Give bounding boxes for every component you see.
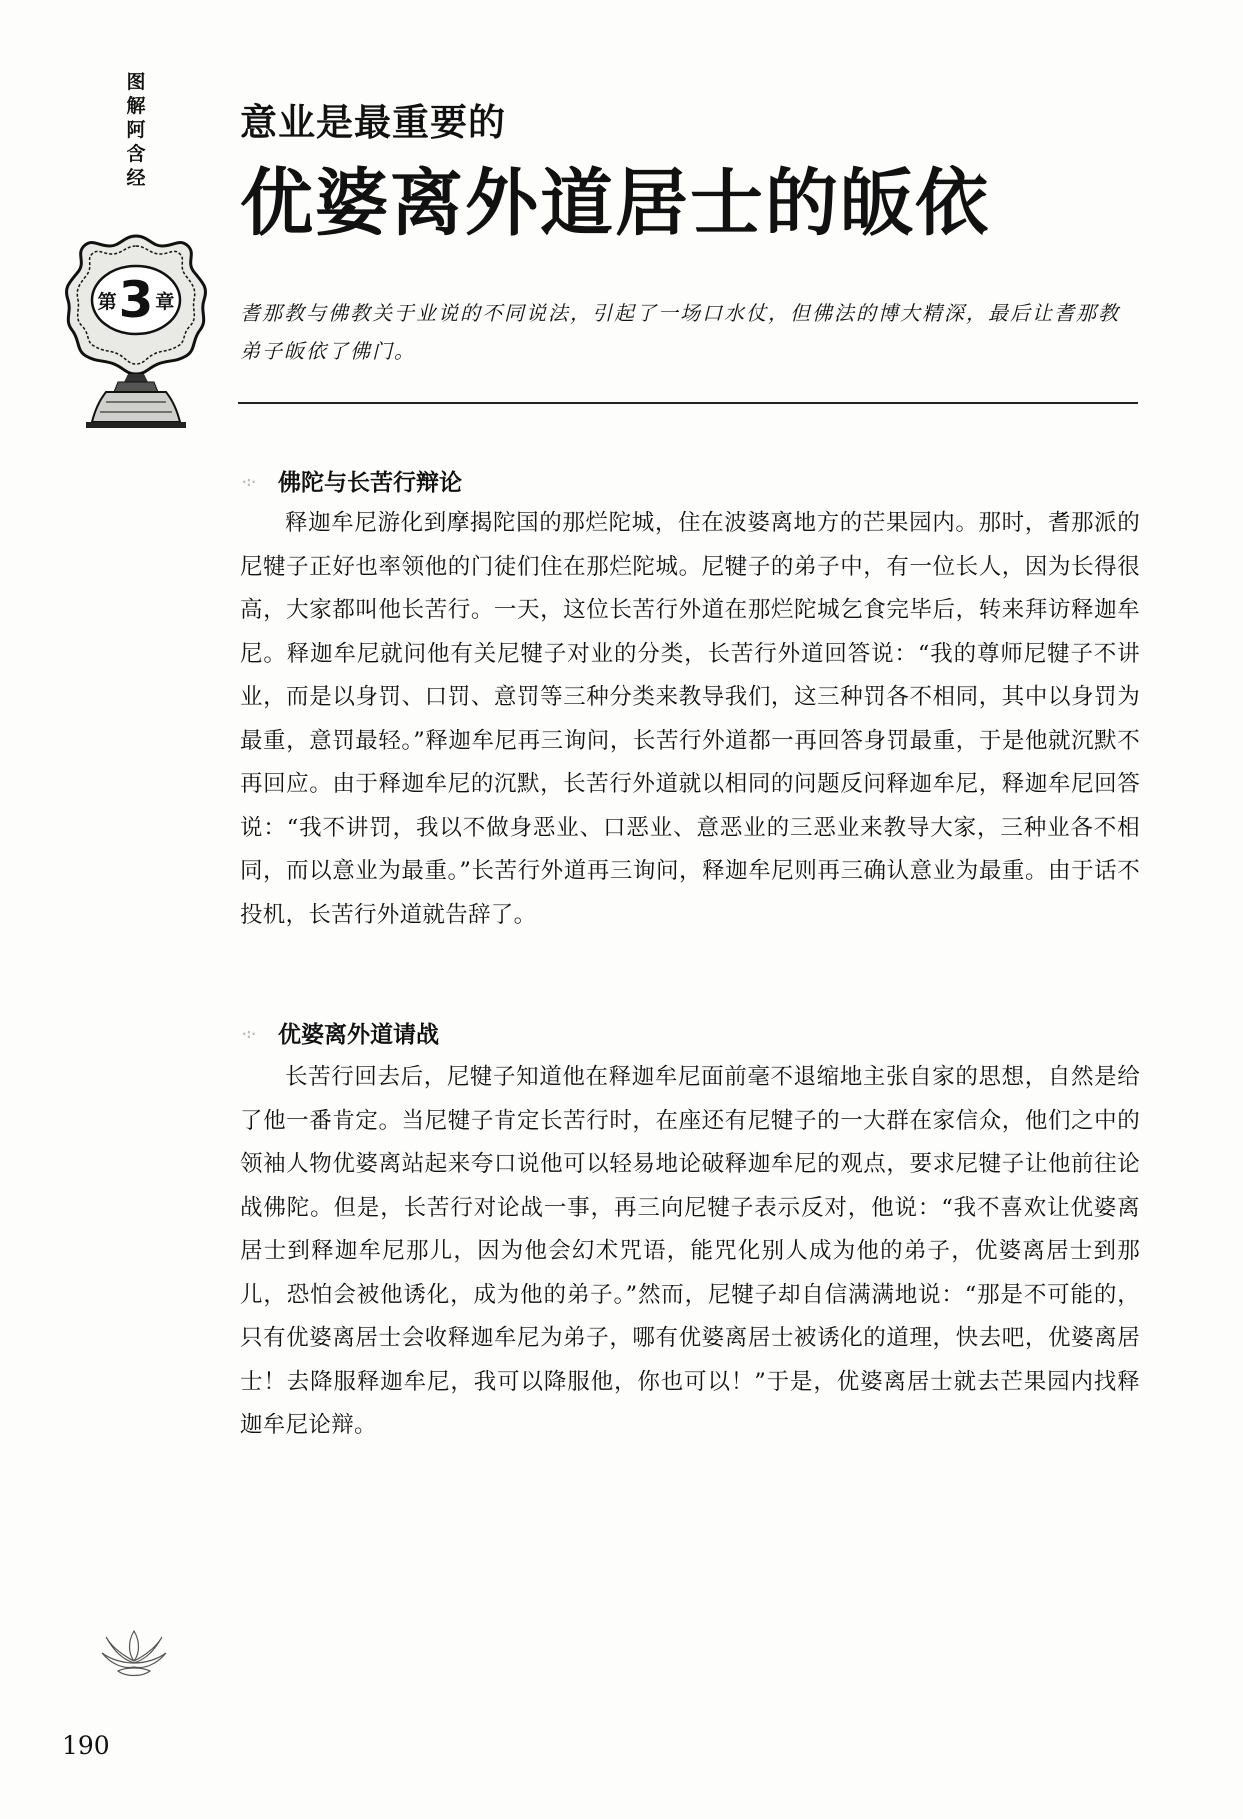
book-title-char: 图 bbox=[126, 71, 146, 93]
section-heading-text: 佛陀与长苦行辩论 bbox=[278, 470, 462, 496]
book-title-char: 经 bbox=[126, 167, 146, 189]
divider bbox=[238, 402, 1138, 404]
body-paragraph: 释迦牟尼游化到摩揭陀国的那烂陀城，住在波婆离地方的芒果园内。那时，耆那派的尼犍子正好也率领他的门徒们住在那烂陀城。尼犍子的弟子中，有一位长人，因为长得很高，大家都叫他长苦行。一天，这位长苦行外道在那烂陀城乞食完毕后，转来拜访释迦牟尼。释迦牟尼就问他有关尼犍子对业的分类，长苦行外道回答说：“我的尊师尼犍子不讲业，而是以身罚、口罚、意罚等三种分类来教导我们，这三种罚各不相同，其中以身罚为最重，意罚最轻。”释迦牟尼再三询问，长苦行外道都一再回答身罚最重，于是他就沉默不再回应。由于释迦牟尼的沉默，长苦行外道就以相同的问题反问释迦牟尼，释迦牟尼回答说：“我不讲罚，我以不做身恶业、口恶业、意恶业的三恶业来教导大家，三种业各不相同，而以意业为最重。”长苦行外道再三询问，释迦牟尼则再三确认意业为最重。由于话不投机，长苦行外道就告辞了。 bbox=[240, 510, 1140, 928]
page-number: 190 bbox=[62, 1731, 110, 1760]
book-title-vertical bbox=[118, 70, 154, 190]
section-heading bbox=[242, 1016, 439, 1049]
intro-paragraph: 耆那教与佛教关于业说的不同说法，引起了一场口水仗，但佛法的博大精深，最后让耆那教弟子皈依了佛门。 bbox=[240, 301, 1120, 363]
bullet-icon: ·:· bbox=[242, 474, 256, 489]
book-title-char: 含 bbox=[126, 143, 146, 165]
chapter-badge-frame-icon bbox=[62, 232, 210, 432]
section-subtitle: 意业是最重要的 bbox=[240, 100, 506, 144]
chapter-number: 3 bbox=[118, 271, 154, 329]
chapter-suffix: 章 bbox=[155, 290, 175, 313]
lotus-ornament-icon bbox=[98, 1625, 170, 1681]
chapter-prefix: 第 bbox=[97, 290, 117, 313]
section-heading bbox=[242, 464, 462, 497]
bullet-icon: ·:· bbox=[242, 1026, 256, 1041]
book-title-char: 解 bbox=[126, 95, 146, 117]
page-title: 优婆离外道居士的皈依 bbox=[240, 160, 990, 246]
chapter-badge bbox=[62, 232, 210, 432]
body-paragraph: 长苦行回去后，尼犍子知道他在释迦牟尼面前毫不退缩地主张自家的思想，自然是给了他一番肯定。当尼犍子肯定长苦行时，在座还有尼犍子的一大群在家信众，他们之中的领袖人物优婆离站起来夸口说他可以轻易地论破释迦牟尼的观点，要求尼犍子让他前往论战佛陀。但是，长苦行对论战一事，再三向尼犍子表示反对，他说：“我不喜欢让优婆离居士到释迦牟尼那儿，因为他会幻术咒语，能咒化别人成为他的弟子，优婆离居士到那儿，恐怕会被他诱化，成为他的弟子。”然而，尼犍子却自信满满地说：“那是不可能的，只有优婆离居士会收释迦牟尼为弟子，哪有优婆离居士被诱化的道理，快去吧，优婆离居士！去降服释迦牟尼，我可以降服他，你也可以！”于是，优婆离居士就去芒果园内找释迦牟尼论辩。 bbox=[240, 1064, 1140, 1438]
section-heading-text: 优婆离外道请战 bbox=[278, 1022, 439, 1048]
book-title-char: 阿 bbox=[126, 119, 146, 141]
